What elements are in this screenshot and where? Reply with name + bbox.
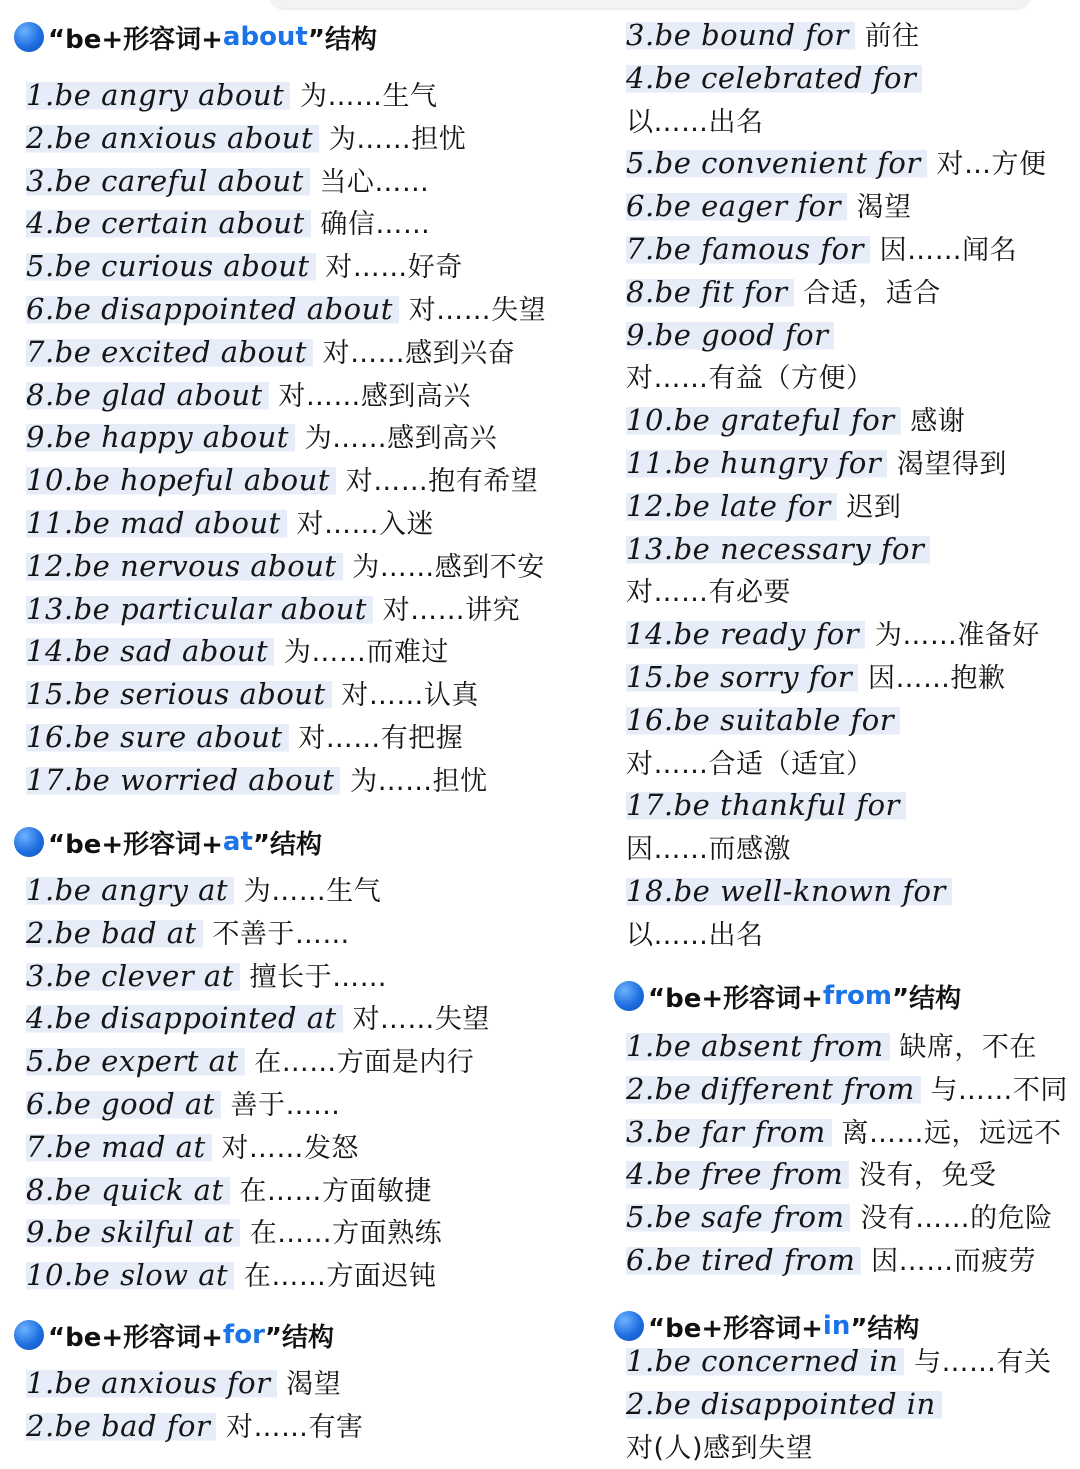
chinese-meaning: 对……发怒 <box>221 1132 359 1164</box>
phrase-item <box>626 229 1017 269</box>
chinese-meaning: 以……出名 <box>626 919 764 951</box>
english-phrase: 17.be worried about <box>26 763 340 797</box>
chinese-meaning: 为……感到不安 <box>352 551 545 583</box>
phrase-item <box>26 1255 436 1295</box>
chinese-meaning: 对……失望 <box>408 295 547 326</box>
section-at <box>14 822 490 1293</box>
browser-toolbar <box>270 0 1030 8</box>
phrase-item <box>26 203 430 243</box>
chinese-meaning: 缺席，不在 <box>899 1032 1037 1063</box>
chinese-meaning: 没有……的危险 <box>860 1203 1053 1235</box>
english-phrase: 16.be suitable for <box>626 703 900 737</box>
title-keyword: about <box>222 22 308 52</box>
english-phrase: 5.be curious about <box>26 249 316 283</box>
chinese-meaning: 与……不同 <box>930 1074 1068 1106</box>
english-phrase: 9.be happy about <box>26 420 295 454</box>
phrase-item <box>626 529 930 569</box>
english-phrase: 4.be free from <box>626 1157 849 1191</box>
phrase-item <box>626 743 874 783</box>
phrase-item <box>626 1197 1053 1237</box>
phrase-item <box>26 1041 474 1081</box>
phrase-item <box>626 1427 813 1467</box>
title-prefix: “be+形容词+ <box>648 983 823 1014</box>
chinese-meaning: 渴望 <box>286 1369 342 1400</box>
english-phrase: 2.be anxious about <box>26 121 319 155</box>
chinese-meaning: 为……担忧 <box>328 123 467 155</box>
english-phrase: 1.be concerned in <box>626 1344 904 1378</box>
chinese-meaning: 合适，适合 <box>803 277 941 309</box>
chinese-meaning: 对……讲究 <box>382 594 521 626</box>
phrase-item <box>626 272 941 312</box>
blue-dot-icon <box>14 22 44 52</box>
blue-dot-icon <box>14 1320 44 1350</box>
english-phrase: 13.be necessary for <box>626 532 930 566</box>
section-title <box>14 17 377 57</box>
chinese-meaning: 前往 <box>864 21 920 52</box>
phrase-item <box>626 357 874 397</box>
phrase-item <box>626 785 906 825</box>
phrase-item <box>26 332 515 372</box>
phrase-item <box>626 1154 997 1194</box>
phrase-item <box>626 1069 1068 1109</box>
phrase-item <box>626 1341 1052 1381</box>
title-prefix: “be+形容词+ <box>648 1313 823 1344</box>
section-title <box>614 1306 919 1346</box>
phrase-item <box>26 460 538 500</box>
section-in <box>614 1306 1052 1464</box>
chinese-meaning: 对……入迷 <box>296 509 434 540</box>
chinese-meaning: 为……生气 <box>299 81 438 112</box>
english-phrase: 12.be nervous about <box>26 549 343 583</box>
phrase-item <box>626 15 920 55</box>
english-phrase: 14.be sad about <box>26 634 274 668</box>
phrase-item <box>26 375 471 415</box>
chinese-meaning: 对……失望 <box>352 1004 490 1036</box>
phrase-item <box>26 913 350 953</box>
english-phrase: 1.be angry about <box>26 78 290 112</box>
chinese-meaning: 在……方面熟练 <box>249 1218 443 1250</box>
phrase-item <box>626 614 1040 654</box>
chinese-meaning: 在……方面迟钝 <box>243 1261 437 1293</box>
phrase-item <box>26 417 497 457</box>
title-prefix: “be+形容词+ <box>48 24 223 55</box>
english-phrase: 15.be sorry for <box>626 660 858 694</box>
phrase-item <box>26 998 490 1038</box>
blue-dot-icon <box>614 981 644 1011</box>
phrase-item <box>26 1363 341 1403</box>
phrase-item <box>626 58 922 98</box>
chinese-meaning: 因……而疲劳 <box>871 1246 1037 1277</box>
chinese-meaning: 确信…… <box>320 209 431 241</box>
title-keyword: in <box>822 1311 851 1341</box>
chinese-meaning: 对……有害 <box>226 1411 364 1443</box>
phrase-item <box>626 101 764 141</box>
chinese-meaning: 为……而难过 <box>283 637 449 669</box>
english-phrase: 6.be disappointed about <box>26 292 399 326</box>
english-phrase: 9.be good for <box>626 318 834 352</box>
english-phrase: 7.be excited about <box>26 335 313 369</box>
chinese-meaning: 对……抱有希望 <box>345 466 539 498</box>
english-phrase: 18.be well-known for <box>626 874 952 908</box>
chinese-meaning: 当心…… <box>319 166 430 198</box>
english-phrase: 4.be celebrated for <box>626 61 922 95</box>
english-phrase: 9.be skilful at <box>26 1215 240 1249</box>
english-phrase: 5.be expert at <box>26 1044 245 1078</box>
chinese-meaning: 为……准备好 <box>874 620 1040 652</box>
english-phrase: 1.be angry at <box>26 873 234 907</box>
chinese-meaning: 与……有关 <box>914 1347 1052 1378</box>
phrase-item <box>626 700 900 740</box>
english-phrase: 5.be safe from <box>626 1200 850 1234</box>
english-phrase: 3.be clever at <box>26 959 240 993</box>
english-phrase: 12.be late for <box>626 489 837 523</box>
chinese-meaning: 对……感到高兴 <box>278 380 471 412</box>
phrase-item <box>26 1170 432 1210</box>
section-from <box>614 976 1068 1277</box>
english-phrase: 3.be far from <box>626 1115 832 1149</box>
english-phrase: 2.be bad for <box>26 1409 216 1443</box>
chinese-meaning: 对……合适（适宜） <box>626 748 874 780</box>
chinese-meaning: 对…方便 <box>936 149 1047 181</box>
phrase-item <box>26 546 545 586</box>
english-phrase: 6.be tired from <box>626 1243 861 1277</box>
chinese-meaning: 为……感到高兴 <box>304 423 498 455</box>
chinese-meaning: 擅长于…… <box>249 961 388 993</box>
chinese-meaning: 渴望 <box>856 192 912 224</box>
chinese-meaning: 没有，免受 <box>859 1160 997 1192</box>
title-suffix: ”结构 <box>307 24 377 55</box>
blue-dot-icon <box>14 827 44 857</box>
phrase-item <box>26 1212 442 1252</box>
phrase-item <box>626 143 1046 183</box>
blue-dot-icon <box>614 1311 644 1341</box>
chinese-meaning: 因……抱歉 <box>868 663 1006 694</box>
phrase-item <box>626 657 1006 697</box>
phrase-item <box>26 503 434 543</box>
title-suffix: ”结构 <box>252 829 322 860</box>
chinese-meaning: 迟到 <box>846 491 902 523</box>
phrase-item <box>626 871 952 911</box>
chinese-meaning: 对……感到兴奋 <box>322 337 516 369</box>
english-phrase: 3.be careful about <box>26 164 310 198</box>
chinese-meaning: 离……远，远远不 <box>841 1117 1062 1149</box>
section-title <box>614 976 961 1016</box>
phrase-item <box>26 1084 341 1124</box>
english-phrase: 7.be mad at <box>26 1130 212 1164</box>
title-keyword: for <box>222 1320 265 1350</box>
title-keyword: at <box>222 827 253 857</box>
chinese-meaning: 以……出名 <box>626 106 764 138</box>
chinese-meaning: 为……生气 <box>243 876 382 907</box>
phrase-item <box>626 1112 1062 1152</box>
title-suffix: ”结构 <box>264 1322 334 1353</box>
phrase-item <box>626 571 791 611</box>
phrase-item <box>626 1240 1036 1280</box>
phrase-item <box>626 400 965 440</box>
english-phrase: 16.be sure about <box>26 720 289 754</box>
english-phrase: 2.be different from <box>626 1072 921 1106</box>
phrase-item <box>626 443 1007 483</box>
english-phrase: 8.be fit for <box>626 275 794 309</box>
phrase-item <box>626 486 901 526</box>
phrase-item <box>26 631 449 671</box>
english-phrase: 14.be ready for <box>626 617 865 651</box>
english-phrase: 2.be disappointed in <box>626 1387 942 1421</box>
chinese-meaning: 在……方面敏捷 <box>239 1175 432 1207</box>
phrase-item <box>26 1127 359 1167</box>
title-keyword: from <box>822 981 892 1011</box>
chinese-meaning: 渴望得到 <box>896 449 1007 480</box>
english-phrase: 10.be slow at <box>26 1258 234 1292</box>
phrase-item <box>626 1026 1037 1066</box>
phrase-item <box>626 828 791 868</box>
chinese-meaning: 对……有益（方便） <box>626 363 874 395</box>
english-phrase: 8.be glad about <box>26 378 269 412</box>
section-about <box>14 17 547 797</box>
english-phrase: 7.be famous for <box>626 232 870 266</box>
phrase-item <box>626 914 764 954</box>
english-phrase: 17.be thankful for <box>626 788 906 822</box>
phrase-item <box>26 674 479 714</box>
phrase-item <box>26 870 381 910</box>
chinese-meaning: 感谢 <box>910 406 966 438</box>
english-phrase: 4.be disappointed at <box>26 1001 343 1035</box>
chinese-meaning: 在……方面是内行 <box>254 1047 475 1079</box>
section-title <box>14 1315 334 1355</box>
title-prefix: “be+形容词+ <box>48 829 223 860</box>
title-suffix: ”结构 <box>892 983 962 1014</box>
chinese-meaning: 对……有把握 <box>298 723 464 754</box>
phrase-item <box>26 717 463 757</box>
section-for <box>14 1315 364 1443</box>
english-phrase: 10.be hopeful about <box>26 463 336 497</box>
chinese-meaning: 对……好奇 <box>325 252 463 284</box>
english-phrase: 5.be convenient for <box>626 146 927 180</box>
english-phrase: 6.be good at <box>26 1087 221 1121</box>
chinese-meaning: 对……认真 <box>341 680 479 712</box>
phrase-item <box>626 186 912 226</box>
title-suffix: ”结构 <box>850 1313 920 1344</box>
english-phrase: 11.be mad about <box>26 506 287 540</box>
english-phrase: 8.be quick at <box>26 1173 230 1207</box>
phrase-item <box>26 75 437 115</box>
chinese-meaning: 不善于…… <box>212 918 350 950</box>
chinese-meaning: 对(人)感到失望 <box>626 1432 814 1464</box>
phrase-item <box>26 760 488 800</box>
phrase-item <box>26 289 546 329</box>
english-phrase: 15.be serious about <box>26 677 332 711</box>
chinese-meaning: 为……担忧 <box>350 765 488 797</box>
phrase-item <box>626 315 834 355</box>
english-phrase: 3.be bound for <box>626 18 855 52</box>
title-prefix: “be+形容词+ <box>48 1322 223 1353</box>
english-phrase: 10.be grateful for <box>626 403 901 437</box>
english-phrase: 2.be bad at <box>26 916 203 950</box>
english-phrase: 11.be hungry for <box>626 446 887 480</box>
phrase-item <box>26 118 466 158</box>
english-phrase: 13.be particular about <box>26 592 373 626</box>
phrase-item <box>26 161 429 201</box>
chinese-meaning: 对……有必要 <box>626 577 791 609</box>
english-phrase: 1.be anxious for <box>26 1366 277 1400</box>
english-phrase: 4.be certain about <box>26 206 311 240</box>
phrase-item <box>626 1384 942 1424</box>
phrase-item <box>26 589 520 629</box>
section-title <box>14 822 322 862</box>
phrase-item <box>26 956 387 996</box>
phrase-item <box>26 246 463 286</box>
chinese-meaning: 因……而感激 <box>626 834 791 866</box>
english-phrase: 6.be eager for <box>626 189 847 223</box>
chinese-meaning: 因……闻名 <box>879 235 1018 266</box>
chinese-meaning: 善于…… <box>230 1090 341 1121</box>
english-phrase: 1.be absent from <box>626 1029 890 1063</box>
